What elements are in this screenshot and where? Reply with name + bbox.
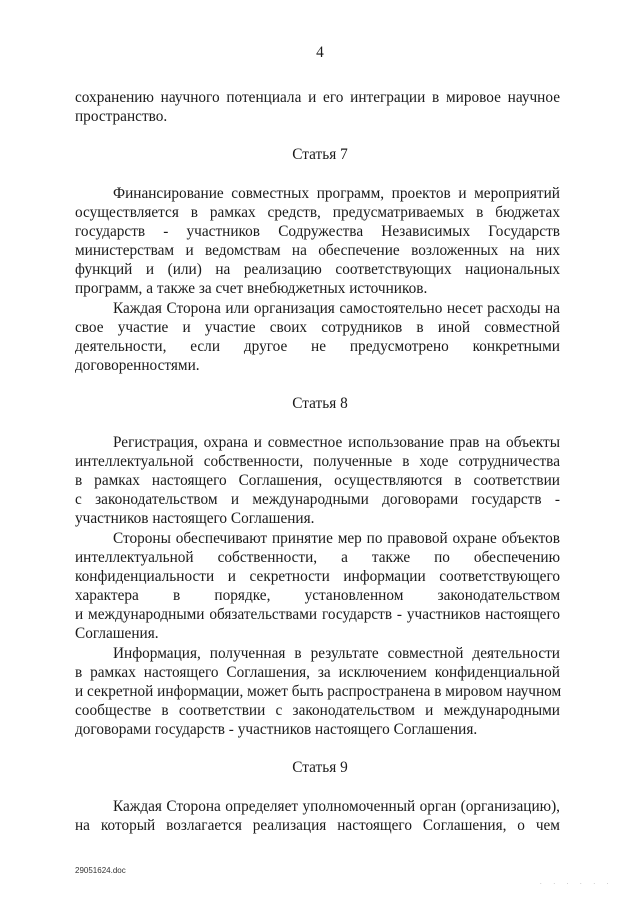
text-line: интеллектуальной собственности, а также по обеспечению <box>75 549 560 566</box>
text-line: договоренностями. <box>75 357 200 374</box>
text-line: участников настоящего Соглашения. <box>75 510 315 527</box>
article-heading: Статья 7 <box>292 146 348 163</box>
text-line: и секретной информации, может быть распространена в мировом научном <box>75 683 562 700</box>
text-line: Информация, полученная в результате совместной деятельности <box>113 645 560 662</box>
text-line: Регистрация, охрана и совместное использование прав на объекты <box>113 434 560 451</box>
text-line: интеллектуальной собственности, полученные в ходе сотрудничества <box>75 453 560 470</box>
text-line: государств - участников Содружества Независимых Государств <box>75 223 560 240</box>
text-line: Каждая Сторона или организация самостоятельно несет расходы на <box>113 300 560 317</box>
text-line: в рамках настоящего Соглашения, за исключением конфиденциальной <box>75 664 560 681</box>
article-heading: Статья 9 <box>292 759 348 776</box>
file-name-footer: 29051624.doc <box>75 866 126 875</box>
text-line: осуществляется в рамках средств, предусматриваемых в бюджетах <box>75 204 560 221</box>
text-line: программ, а также за счет внебюджетных источников. <box>75 280 428 297</box>
text-line: с законодательством и международными договорами государств - <box>75 491 560 508</box>
text-line: в рамках настоящего Соглашения, осуществляются в соответствии <box>75 472 560 489</box>
text-line: и международными обязательствами государств - участников настоящего <box>75 606 560 623</box>
page-number: 4 <box>316 44 324 61</box>
text-line: свое участие и участие своих сотрудников в иной совместной <box>75 319 560 336</box>
text-line: Каждая Сторона определяет уполномоченный орган (организацию), <box>113 798 560 815</box>
text-line: пространство. <box>75 108 168 125</box>
text-line: Соглашения. <box>75 625 159 642</box>
text-line: договорами государств - участников настоящего Соглашения. <box>75 721 478 738</box>
text-line: деятельности, если другое не предусмотрено конкретными <box>75 338 560 355</box>
text-line: характера в порядке, установленном законодательством <box>75 587 560 604</box>
text-line: сохранению научного потенциала и его интеграции в мировое научное <box>75 89 560 106</box>
text-line: министерствам и ведомствам на обеспечение возложенных на них <box>75 242 560 259</box>
text-line: Финансирование совместных программ, проектов и мероприятий <box>113 185 560 202</box>
scan-edge-marks: . . . . . . <box>540 880 614 886</box>
text-line: сообществе в соответствии с законодательством и международными <box>75 702 560 719</box>
text-line: функций и (или) на реализацию соответствующих национальных <box>75 261 560 278</box>
text-line: Стороны обеспечивают принятие мер по правовой охране объектов <box>113 530 560 547</box>
article-heading: Статья 8 <box>292 395 348 412</box>
text-line: конфиденциальности и секретности информации соответствующего <box>75 568 560 585</box>
text-line: на который возлагается реализация настоящего Соглашения, о чем <box>75 817 560 834</box>
